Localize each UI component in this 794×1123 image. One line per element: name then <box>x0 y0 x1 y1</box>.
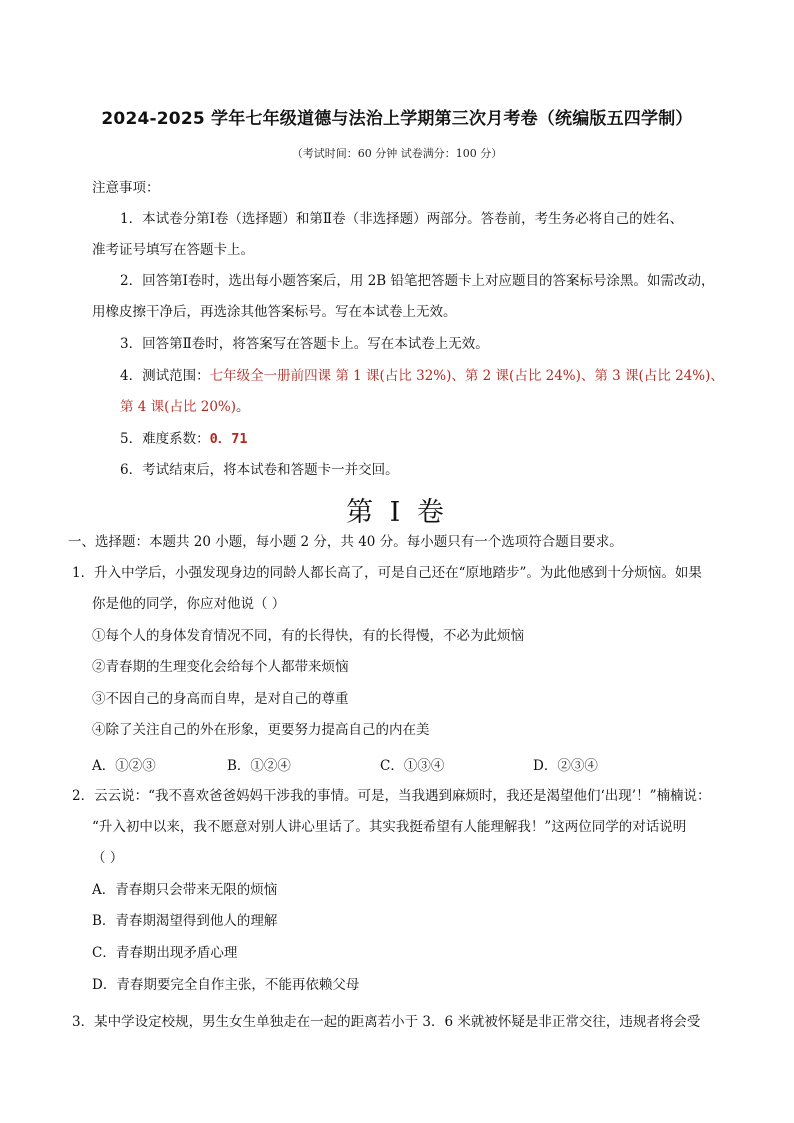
page-title: 2024-2025 学年七年级道德与法治上学期第三次月考卷（统编版五四学制） <box>101 109 693 129</box>
q2-stem-line-1: 2．云云说：“我不喜欢爸爸妈妈干涉我的事情。可是，当我遇到麻烦时，我还是渴望他们‘出现’！”楠楠说： <box>72 788 711 804</box>
notice-item-5 <box>120 429 247 449</box>
difficulty-value: 0．71 <box>209 431 248 447</box>
notice-item-2-line-1: 2．回答第Ⅰ卷时，选出每小题答案后，用 2B 铅笔把答题卡上对应题目的答案标号涂黑。如需改动， <box>120 273 715 289</box>
q1-option-c: C．①③④ <box>380 758 445 774</box>
notice-item-1-line-2: 准考证号填写在答题卡上。 <box>92 242 254 258</box>
notice-item-2-line-2: 用橡皮擦干净后，再选涂其他答案标号。写在本试卷上无效。 <box>92 304 457 320</box>
q1-stem-line-2: 你是他的同学，你应对他说（ ） <box>92 596 286 612</box>
notice-item-4-line-2 <box>120 397 250 417</box>
q3-stem-line-1: 3．某中学设定校规，男生女生单独走在一起的距离若小于 3．6 米就被怀疑是非正常交往，违规者将会受 <box>72 1014 701 1030</box>
q2-option-b: B．青春期渴望得到他人的理解 <box>92 913 278 929</box>
q2-option-c: C．青春期出现矛盾心理 <box>92 945 238 961</box>
q2-option-a: A．青春期只会带来无限的烦恼 <box>92 882 278 898</box>
notice-item-6: 6．考试结束后，将本试卷和答题卡一并交回。 <box>120 462 399 478</box>
q2-stem-line-2: “升入初中以来，我不愿意对别人讲心里话了。其实我挺希望有人能理解我！”这两位同学的对话说明 <box>92 819 687 835</box>
q2-stem-line-3: （ ） <box>92 850 124 866</box>
q1-option-d: D．②③④ <box>533 758 598 774</box>
q1-statement-4: ④除了关注自己的外在形象，更要努力提高自己的内在美 <box>92 722 430 738</box>
q1-statement-1: ①每个人的身体发育情况不同，有的长得快，有的长得慢，不必为此烦恼 <box>92 628 524 644</box>
q1-statement-3: ③不因自己的身高而自卑，是对自己的尊重 <box>92 691 349 707</box>
q1-statement-2: ②青春期的生理变化会给每个人都带来烦恼 <box>92 659 349 675</box>
notice-item-3: 3．回答第Ⅱ卷时，将答案写在答题卡上。写在本试卷上无效。 <box>120 336 489 352</box>
test-scope-label: 4．测试范围： <box>120 368 210 384</box>
q1-option-a: A．①②③ <box>92 758 156 774</box>
q1-stem-line-1: 1．升入中学后，小强发现身边的同龄人都长高了，可是自己还在“原地踏步”。为此他感到十分烦恼。如果 <box>72 565 702 581</box>
test-scope-value-cont: 第 4 课(占比 20%) <box>120 399 237 415</box>
notice-item-1-line-1: 1．本试卷分第Ⅰ卷（选择题）和第Ⅱ卷（非选择题）两部分。答卷前，考生务必将自己的姓名、 <box>120 211 684 227</box>
q1-option-b: B．①②④ <box>227 758 291 774</box>
notice-item-4-line-1 <box>120 366 724 386</box>
q2-option-d: D．青春期要完全自作主张，不能再依赖父母 <box>92 977 360 993</box>
test-scope-period: 。 <box>236 399 250 415</box>
notice-heading: 注意事项： <box>92 180 160 196</box>
section-instruction: 一、选择题：本题共 20 小题，每小题 2 分，共 40 分。每小题只有一个选项符合题目要求。 <box>68 534 623 550</box>
exam-time-info: （考试时间：60 分钟 试卷满分：100 分） <box>291 147 503 160</box>
difficulty-label: 5．难度系数： <box>120 431 210 447</box>
test-scope-value: 七年级全一册前四课 第 1 课(占比 32%)、第 2 课(占比 24%)、第 3 课(占比 24%)、 <box>209 368 724 384</box>
section-title: 第 I 卷 <box>346 497 448 528</box>
